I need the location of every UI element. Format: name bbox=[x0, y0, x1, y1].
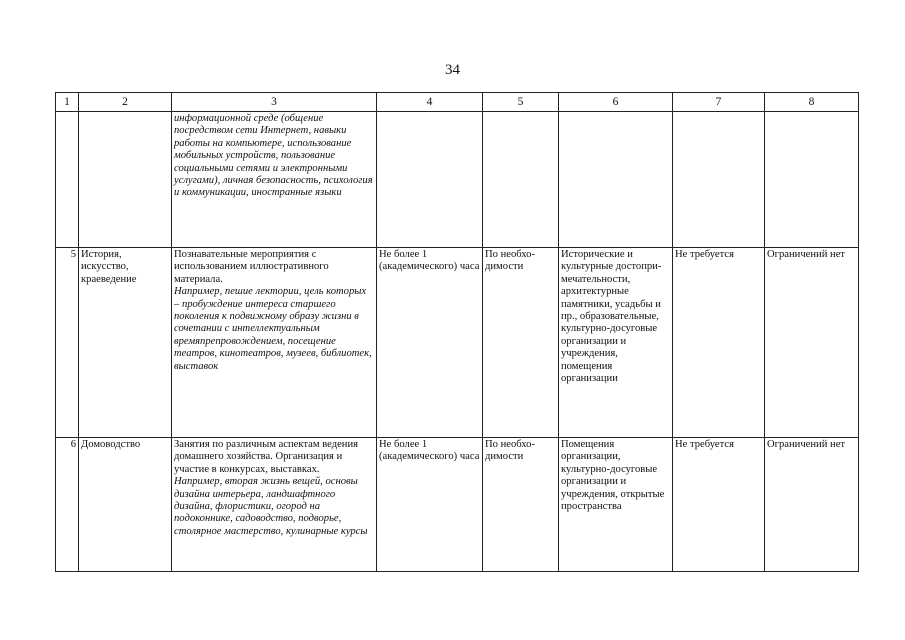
description-text: Познавательные мероприятия с использованием иллюстративного материала. bbox=[174, 249, 329, 285]
activity-description bbox=[172, 438, 377, 572]
activity-description bbox=[172, 248, 377, 438]
table-row bbox=[56, 438, 859, 572]
requirements: Не требуется bbox=[673, 248, 765, 438]
activity-name: История, искусство, краеведение bbox=[79, 248, 172, 438]
activities-table bbox=[55, 92, 859, 572]
row-number: 6 bbox=[56, 438, 79, 572]
restrictions: Ограничений нет bbox=[765, 248, 859, 438]
header-cell: 5 bbox=[483, 93, 559, 112]
frequency: По необхо-димости bbox=[483, 248, 559, 438]
place: Исторические и культурные достопри-мечательности, архитектурные памятники, усадьбы и пр., образовательные, культурно-досуговые организации и учреждения, помещения организации bbox=[559, 248, 673, 438]
header-cell: 2 bbox=[79, 93, 172, 112]
description-text: Занятия по различным аспектам ведения домашнего хозяйства. Организация и участие в конкурсах, выставках. bbox=[174, 439, 358, 475]
description-examples: Например, вторая жизнь вещей, основы дизайна интерьера, ландшафтного дизайна, флористики, огород на подоконнике, садоводство, подворье, столярное мастерство, кулинарные курсы bbox=[174, 476, 368, 537]
continuation-text: информационной среде (общение посредством сети Интернет, навыки работы на компьютере, использование мобильных устройств, пользование социальными сетями и электронными услугами), личная безопасность, психология и коммуникации, иностранные языки bbox=[172, 112, 377, 248]
place: Помещения организации, культурно-досуговые организации и учреждения, открытые пространства bbox=[559, 438, 673, 572]
description-examples: Например, пешие лектории, цель которых – пробуждение интереса старшего поколения к подвижному образу жизни в сочетании с интеллектуальным времяпрепровождением, посещение театров, кинотеатров, музеев, библиотек, выставок bbox=[174, 286, 372, 372]
requirements: Не требуется bbox=[673, 438, 765, 572]
header-cell: 8 bbox=[765, 93, 859, 112]
duration: Не более 1 (академического) часа bbox=[377, 438, 483, 572]
row-number: 5 bbox=[56, 248, 79, 438]
header-cell: 3 bbox=[172, 93, 377, 112]
table-header-row bbox=[56, 93, 859, 112]
restrictions: Ограничений нет bbox=[765, 438, 859, 572]
header-cell: 6 bbox=[559, 93, 673, 112]
activity-name: Домоводство bbox=[79, 438, 172, 572]
table-row bbox=[56, 248, 859, 438]
duration: Не более 1 (академического) часа bbox=[377, 248, 483, 438]
frequency: По необхо-димости bbox=[483, 438, 559, 572]
page-number: 34 bbox=[445, 62, 460, 78]
header-cell: 1 bbox=[56, 93, 79, 112]
table-row-continuation bbox=[56, 112, 859, 248]
header-cell: 4 bbox=[377, 93, 483, 112]
header-cell: 7 bbox=[673, 93, 765, 112]
